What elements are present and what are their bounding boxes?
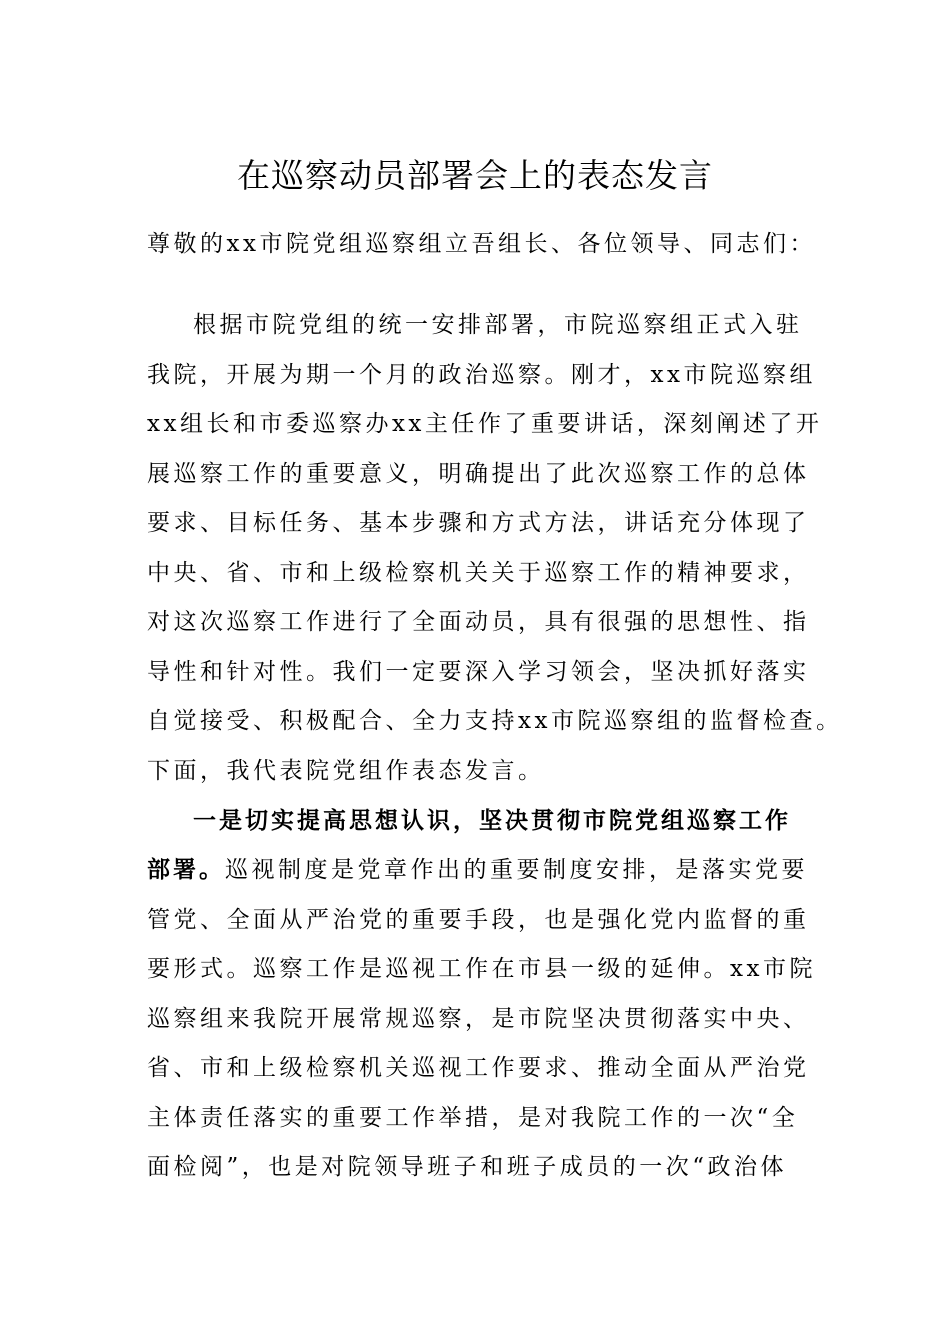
paragraph-1-line-5: 要求、目标任务、基本步骤和方式方法，讲话充分体现了: [147, 510, 810, 536]
paragraph-2-line-8: 面检阅”，也是对院领导班子和班子成员的一次“政治体: [147, 1154, 788, 1180]
paragraph-2-heading-line-1: 一是切实提高思想认识，坚决贯彻市院党组巡察工作: [193, 808, 791, 834]
paragraph-1-line-4: 展巡察工作的重要意义，明确提出了此次巡察工作的总体: [147, 461, 810, 487]
salutation: 尊敬的xx市院党组巡察组立吾组长、各位领导、同志们：: [147, 231, 816, 257]
paragraph-1-line-8: 导性和针对性。我们一定要深入学习领会，坚决抓好落实: [147, 659, 810, 685]
paragraph-1-line-9: 自觉接受、积极配合、全力支持xx市院巡察组的监督检查。: [147, 708, 843, 734]
paragraph-1-line-10: 下面，我代表院党组作表态发言。: [147, 758, 545, 784]
paragraph-2-line-4: 要形式。巡察工作是巡视工作在市县一级的延伸。xx市院: [147, 956, 816, 982]
paragraph-1-line-1: 根据市院党组的统一安排部署，市院巡察组正式入驻: [193, 312, 803, 338]
paragraph-1-line-3: xx组长和市委巡察办xx主任作了重要讲话，深刻阐述了开: [147, 411, 823, 437]
paragraph-2-line-2-text: 巡视制度是党章作出的重要制度安排，是落实党要: [225, 857, 808, 883]
paragraph-1-line-6: 中央、省、市和上级检察机关关于巡察工作的精神要求，: [147, 560, 810, 586]
paragraph-2-line-3: 管党、全面从严治党的重要手段，也是强化党内监督的重: [147, 907, 810, 933]
paragraph-2-line-6: 省、市和上级检察机关巡视工作要求、推动全面从严治党: [147, 1055, 810, 1081]
document-title: 在巡察动员部署会上的表态发言: [237, 156, 713, 195]
paragraph-2-heading-end: 部署。: [147, 857, 225, 883]
paragraph-1-line-7: 对这次巡察工作进行了全面动员，具有很强的思想性、指: [147, 609, 810, 635]
paragraph-2-line-5: 巡察组来我院开展常规巡察，是市院坚决贯彻落实中央、: [147, 1006, 810, 1032]
paragraph-2-line-2: [147, 845, 808, 895]
paragraph-2-line-7: 主体责任落实的重要工作举措，是对我院工作的一次“全: [147, 1105, 799, 1131]
paragraph-1-line-2: 我院，开展为期一个月的政治巡察。刚才，xx市院巡察组: [147, 362, 816, 388]
